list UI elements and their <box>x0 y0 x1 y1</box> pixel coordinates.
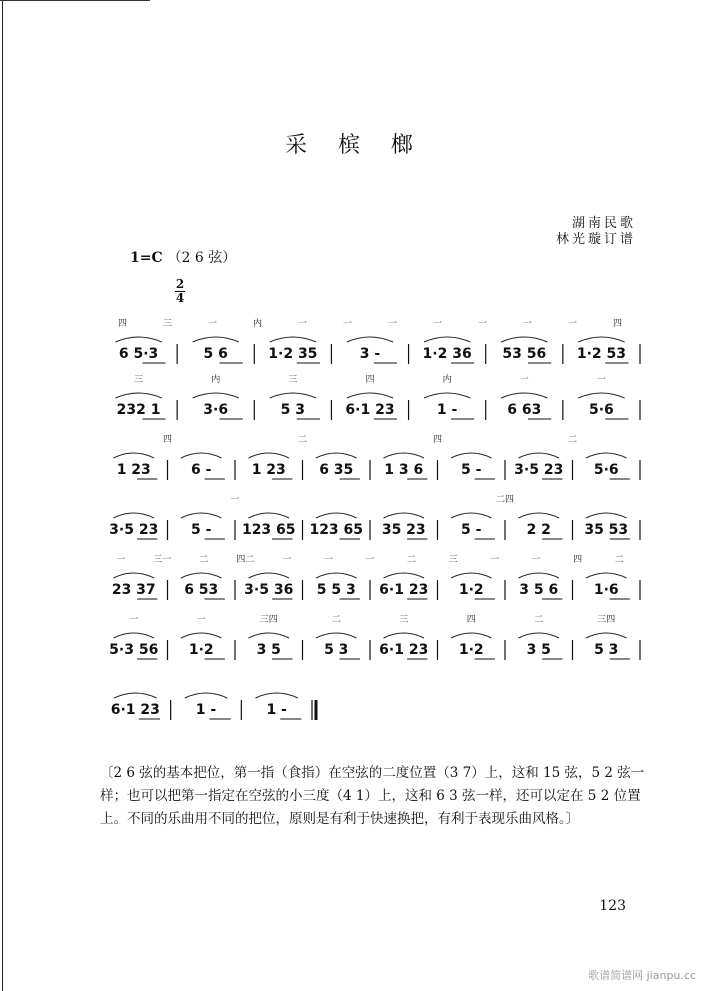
staff-line <box>100 608 640 668</box>
slur <box>347 337 393 342</box>
measure: 1·2 <box>188 642 214 658</box>
finger-mark: 一 <box>116 555 126 565</box>
slur <box>501 337 547 342</box>
finger-mark: 一 <box>196 615 206 625</box>
slur <box>316 453 357 458</box>
measure: 1·2 36 <box>422 346 472 362</box>
finger-mark: 一 <box>596 375 606 385</box>
slur <box>114 513 155 518</box>
measure: 1 - <box>266 702 287 718</box>
finger-mark: 一 <box>129 615 139 625</box>
finger-mark: 二 <box>331 615 341 625</box>
measure: 3·6 <box>203 402 229 418</box>
staff-line <box>100 668 640 728</box>
slur <box>519 633 560 638</box>
measure: 6·1 23 <box>379 582 429 598</box>
staff-line <box>100 488 640 548</box>
finger-mark: 一 <box>282 555 292 565</box>
measure: 6 - <box>191 462 212 478</box>
measure: 5 5 3 <box>316 582 356 598</box>
measure: 5 3 <box>280 402 306 418</box>
slur <box>586 453 627 458</box>
slur <box>451 453 492 458</box>
measure: 5 - <box>461 462 482 478</box>
slur <box>578 337 624 342</box>
measure: 1 23 <box>251 462 286 478</box>
measure: 5 3 <box>594 642 619 658</box>
measure: 3 5 6 <box>519 582 559 598</box>
slur <box>384 513 425 518</box>
song-title: 采 槟 榔 <box>285 133 425 158</box>
finger-mark: 内 <box>442 375 452 385</box>
page-number: 123 <box>599 898 626 914</box>
finger-mark: 二 <box>534 615 544 625</box>
slur <box>114 453 155 458</box>
measure: 23 37 <box>111 582 156 598</box>
notes-row <box>100 346 640 364</box>
measure: 232 1 <box>116 402 161 418</box>
measure: 2 2 <box>526 522 551 538</box>
finger-mark: 一 <box>490 555 500 565</box>
finger-mark: 三 <box>399 615 409 625</box>
slur <box>347 393 393 398</box>
measure: 6 35 <box>319 462 354 478</box>
notes-row <box>100 402 640 420</box>
slur <box>586 633 627 638</box>
measure: 1 3 6 <box>384 462 424 478</box>
slur <box>181 453 222 458</box>
slur <box>316 513 357 518</box>
string-tuning: （2 6 弦） <box>167 250 237 266</box>
finger-mark: 一 <box>365 555 375 565</box>
slur <box>181 633 222 638</box>
measure: 3 5 <box>256 642 281 658</box>
measure: 35 53 <box>584 522 629 538</box>
finger-mark: 二 <box>199 555 209 565</box>
measure: 5 6 <box>203 346 228 362</box>
slur <box>114 633 155 638</box>
finger-mark: 内 <box>211 375 221 385</box>
slur <box>316 573 357 578</box>
finger-mark: 二 <box>567 435 578 445</box>
finger-mark: 二 <box>614 555 624 565</box>
measure: 6·1 23 <box>345 402 395 418</box>
key-signature <box>130 247 236 267</box>
page-edge-top <box>0 0 150 1</box>
measure: 35 23 <box>381 522 426 538</box>
measure: 6·1 23 <box>379 642 429 658</box>
finger-mark: 三 <box>162 319 173 329</box>
measure: 6 53 <box>184 582 219 598</box>
slur <box>249 633 290 638</box>
arranger-label: 林光璇订谱 <box>555 232 636 247</box>
measure: 3·5 23 <box>109 522 159 538</box>
finger-mark: 四二 <box>236 555 255 565</box>
finger-mark: 四 <box>573 555 583 565</box>
time-signature-top: 2 <box>175 277 185 291</box>
finger-mark: 一 <box>230 495 240 505</box>
finger-mark: 三四 <box>597 615 616 625</box>
measure: 3 - <box>359 346 381 362</box>
slur <box>193 393 239 398</box>
staff-line <box>100 312 640 372</box>
slur <box>384 633 425 638</box>
finger-mark: 内 <box>252 319 263 329</box>
notes-row <box>100 642 640 660</box>
finger-mark: 四 <box>117 319 128 329</box>
measure: 5·3 56 <box>109 642 159 658</box>
measure: 53 56 <box>502 346 547 362</box>
score <box>100 312 640 718</box>
measure: 5 3 <box>324 642 349 658</box>
finger-mark: 四 <box>612 319 623 329</box>
measure: 6 63 <box>507 402 542 418</box>
measure: 1·2 35 <box>268 346 318 362</box>
measure: 123 65 <box>309 522 364 538</box>
measure: 1·2 <box>458 642 484 658</box>
measure: 1·2 53 <box>576 346 626 362</box>
measure: 3·5 36 <box>244 582 294 598</box>
slur <box>249 453 290 458</box>
notes-row <box>100 702 640 720</box>
slur <box>578 393 624 398</box>
measure: 1 - <box>195 702 217 718</box>
slur <box>519 573 560 578</box>
slur <box>114 573 155 578</box>
measure: 3·5 23 <box>514 462 564 478</box>
slur <box>451 633 492 638</box>
finger-mark: 三一 <box>153 555 172 565</box>
measure: 1 23 <box>116 462 151 478</box>
measure: 1·6 <box>593 582 619 598</box>
slur <box>451 513 492 518</box>
slur <box>586 573 627 578</box>
measure: 5 - <box>191 522 212 538</box>
finger-mark: 一 <box>297 319 308 329</box>
key-value: 1=C <box>130 250 163 266</box>
slur <box>181 513 222 518</box>
measure: 5·6 <box>589 402 614 418</box>
origin-label: 湖南民歌 <box>571 216 636 231</box>
measure: 5·6 <box>593 462 619 478</box>
finger-mark: 二 <box>297 435 308 445</box>
measure: 6·1 23 <box>110 702 160 718</box>
staff-line <box>100 428 640 488</box>
finger-mark: 一 <box>387 319 398 329</box>
measure: 5 - <box>461 522 482 538</box>
slur <box>519 453 560 458</box>
slur <box>181 573 222 578</box>
slur <box>451 573 492 578</box>
measure: 3 5 <box>526 642 551 658</box>
finger-mark: 四 <box>162 435 173 445</box>
slur <box>114 693 156 698</box>
credits <box>556 216 636 248</box>
slur <box>586 513 627 518</box>
slur <box>270 337 316 342</box>
notes-row <box>100 462 640 480</box>
finger-mark: 三 <box>288 375 298 385</box>
finger-mark: 一 <box>531 555 541 565</box>
slur <box>255 693 297 698</box>
finger-mark: 二四 <box>495 495 515 505</box>
finger-mark: 四 <box>466 615 476 625</box>
measure: 1·2 <box>458 582 484 598</box>
performance-note: 〔2 6 弦的基本把位，第一指（食指）在空弦的二度位置（3 7）上，这和 15 弦，5 2 弦一样；也可以把第一指定在空弦的小三度（4 1）上，这和 6 3 弦一样，还可以定在 5 2 位置上。不同的乐曲用不同的把位，原则是有利于快速换把，有利于表现乐曲风格。〕 <box>100 765 645 827</box>
finger-mark: 一 <box>519 375 529 385</box>
finger-mark: 一 <box>323 555 333 565</box>
finger-mark: 一 <box>522 319 533 329</box>
slur <box>316 633 357 638</box>
finger-mark: 三四 <box>259 615 278 625</box>
finger-mark: 一 <box>477 319 488 329</box>
slur <box>249 513 290 518</box>
finger-mark: 四 <box>365 375 375 385</box>
slur <box>424 393 470 398</box>
slur <box>424 337 470 342</box>
finger-mark: 四 <box>432 435 443 445</box>
time-signature <box>175 278 185 305</box>
slur <box>115 393 161 398</box>
finger-mark: 一 <box>432 319 443 329</box>
finger-mark: 一 <box>567 319 578 329</box>
measure: 123 65 <box>241 522 296 538</box>
slur <box>384 453 425 458</box>
slur <box>270 393 316 398</box>
measure: 1 - <box>436 402 458 418</box>
slur <box>384 573 425 578</box>
slur <box>249 573 290 578</box>
finger-mark: 一 <box>342 319 353 329</box>
finger-mark: 三 <box>448 555 458 565</box>
site-watermark: 歌谱简谱网 jianpu.cc <box>588 969 696 982</box>
slur <box>501 393 547 398</box>
staff-line <box>100 548 640 608</box>
notes-row <box>100 522 640 540</box>
slur <box>115 337 161 342</box>
slur <box>193 337 239 342</box>
finger-mark: 三 <box>134 375 144 385</box>
staff-line <box>100 368 640 428</box>
finger-mark: 一 <box>207 319 218 329</box>
slur <box>185 693 227 698</box>
notes-row <box>100 582 640 600</box>
finger-mark: 二 <box>407 555 417 565</box>
measure: 6 5·3 <box>118 346 159 362</box>
time-signature-bottom: 4 <box>175 291 185 305</box>
slur <box>519 513 560 518</box>
